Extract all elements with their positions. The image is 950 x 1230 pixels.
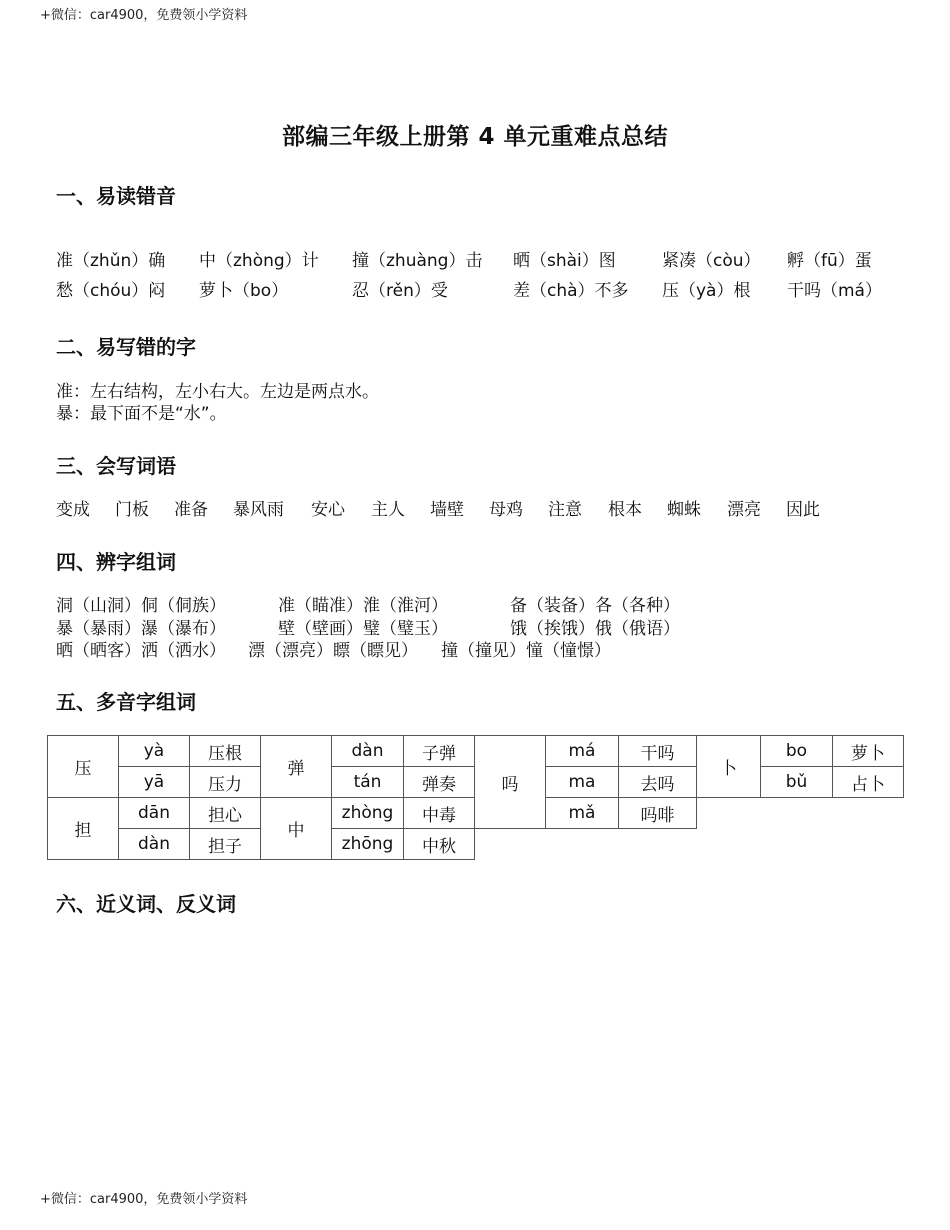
watermark-bottom: +微信：car4900，免费领小学资料: [40, 1192, 248, 1207]
word-item: 因此: [786, 500, 820, 520]
section-heading-synonyms: 六、近义词、反义词: [56, 892, 236, 916]
word-item: 准备: [174, 500, 208, 520]
word-item: 漂亮: [727, 500, 761, 520]
pronunciation-item: 撞（zhuàng）击: [352, 251, 483, 271]
distinguish-item: 漂（漂亮）瞟（瞟见）: [248, 641, 418, 661]
poly-pinyin: bo: [761, 736, 833, 767]
poly-pinyin: ma: [546, 767, 619, 798]
table-row: [48, 736, 904, 767]
pronunciation-item: 干吗（má）: [787, 281, 882, 301]
poly-pinyin: bǔ: [761, 767, 833, 798]
poly-pinyin: tán: [332, 767, 404, 798]
writing-note: 暴：最下面不是“水”。: [56, 404, 227, 424]
word-item: 墙壁: [430, 500, 464, 520]
pronunciation-item: 愁（chóu）闷: [56, 281, 166, 301]
poly-word: 去吗: [619, 767, 697, 798]
poly-pinyin: zhōng: [332, 829, 404, 860]
word-item: 蜘蛛: [667, 500, 701, 520]
poly-word: 萝卜: [833, 736, 904, 767]
poly-word: 子弹: [404, 736, 475, 767]
pronunciation-item: 差（chà）不多: [513, 281, 629, 301]
distinguish-item: 晒（晒客）洒（洒水）: [56, 641, 226, 661]
polyphonic-table: [47, 735, 904, 860]
poly-pinyin: dàn: [119, 829, 190, 860]
poly-char: 担: [48, 798, 119, 860]
section-heading-words: 三、会写词语: [56, 454, 176, 478]
poly-word: 弹奏: [404, 767, 475, 798]
poly-pinyin: mǎ: [546, 798, 619, 829]
poly-pinyin: dān: [119, 798, 190, 829]
poly-word: 吗啡: [619, 798, 697, 829]
poly-char: 吗: [475, 736, 546, 829]
poly-word: 占卜: [833, 767, 904, 798]
word-item: 变成: [56, 500, 90, 520]
pronunciation-item: 萝卜（bo）: [199, 281, 289, 301]
distinguish-item: 准（瞄准）淮（淮河）: [278, 596, 448, 616]
section-heading-distinguish: 四、辨字组词: [56, 550, 176, 574]
poly-word: 担心: [190, 798, 261, 829]
word-item: 注意: [548, 500, 582, 520]
poly-word: 担子: [190, 829, 261, 860]
word-item: 母鸡: [489, 500, 523, 520]
poly-word: 中毒: [404, 798, 475, 829]
distinguish-item: 备（装备）各（各种）: [510, 596, 680, 616]
distinguish-item: 撞（撞见）憧（憧憬）: [441, 641, 611, 661]
pronunciation-item: 紧凑（còu）: [662, 251, 761, 271]
distinguish-item: 洞（山洞）侗（侗族）: [56, 596, 226, 616]
distinguish-item: 壁（壁画）璧（璧玉）: [278, 619, 448, 639]
word-item: 主人: [371, 500, 405, 520]
poly-word: 干吗: [619, 736, 697, 767]
poly-pinyin: dàn: [332, 736, 404, 767]
pronunciation-item: 中（zhòng）计: [199, 251, 319, 271]
poly-word: 压力: [190, 767, 261, 798]
page-title: 部编三年级上册第 4 单元重难点总结: [281, 124, 669, 150]
pronunciation-item: 忍（rěn）受: [352, 281, 448, 301]
poly-char: 中: [261, 798, 332, 860]
pronunciation-item: 孵（fū）蛋: [787, 251, 872, 271]
poly-char: 弹: [261, 736, 332, 798]
poly-pinyin: zhòng: [332, 798, 404, 829]
section-heading-writing: 二、易写错的字: [56, 335, 196, 359]
poly-word: 压根: [190, 736, 261, 767]
word-item: 根本: [608, 500, 642, 520]
empty-cell: [697, 798, 904, 829]
distinguish-item: 饿（挨饿）俄（俄语）: [510, 619, 680, 639]
pronunciation-item: 晒（shài）图: [513, 251, 616, 271]
poly-pinyin: yà: [119, 736, 190, 767]
distinguish-item: 暴（暴雨）瀑（瀑布）: [56, 619, 226, 639]
table-row: [48, 829, 904, 860]
poly-word: 中秋: [404, 829, 475, 860]
section-heading-pronunciation: 一、易读错音: [56, 184, 176, 208]
poly-char: 压: [48, 736, 119, 798]
word-item: 安心: [311, 500, 345, 520]
empty-cell: [475, 829, 904, 860]
writing-note: 准：左右结构，左小右大。左边是两点水。: [56, 382, 379, 402]
word-item: 门板: [115, 500, 149, 520]
word-item: 暴风雨: [233, 500, 284, 520]
poly-pinyin: má: [546, 736, 619, 767]
poly-char: 卜: [697, 736, 761, 798]
poly-pinyin: yā: [119, 767, 190, 798]
pronunciation-item: 压（yà）根: [662, 281, 751, 301]
pronunciation-item: 准（zhǔn）确: [56, 251, 166, 271]
watermark-top: +微信：car4900，免费领小学资料: [40, 8, 248, 23]
section-heading-polyphonic: 五、多音字组词: [56, 690, 196, 714]
